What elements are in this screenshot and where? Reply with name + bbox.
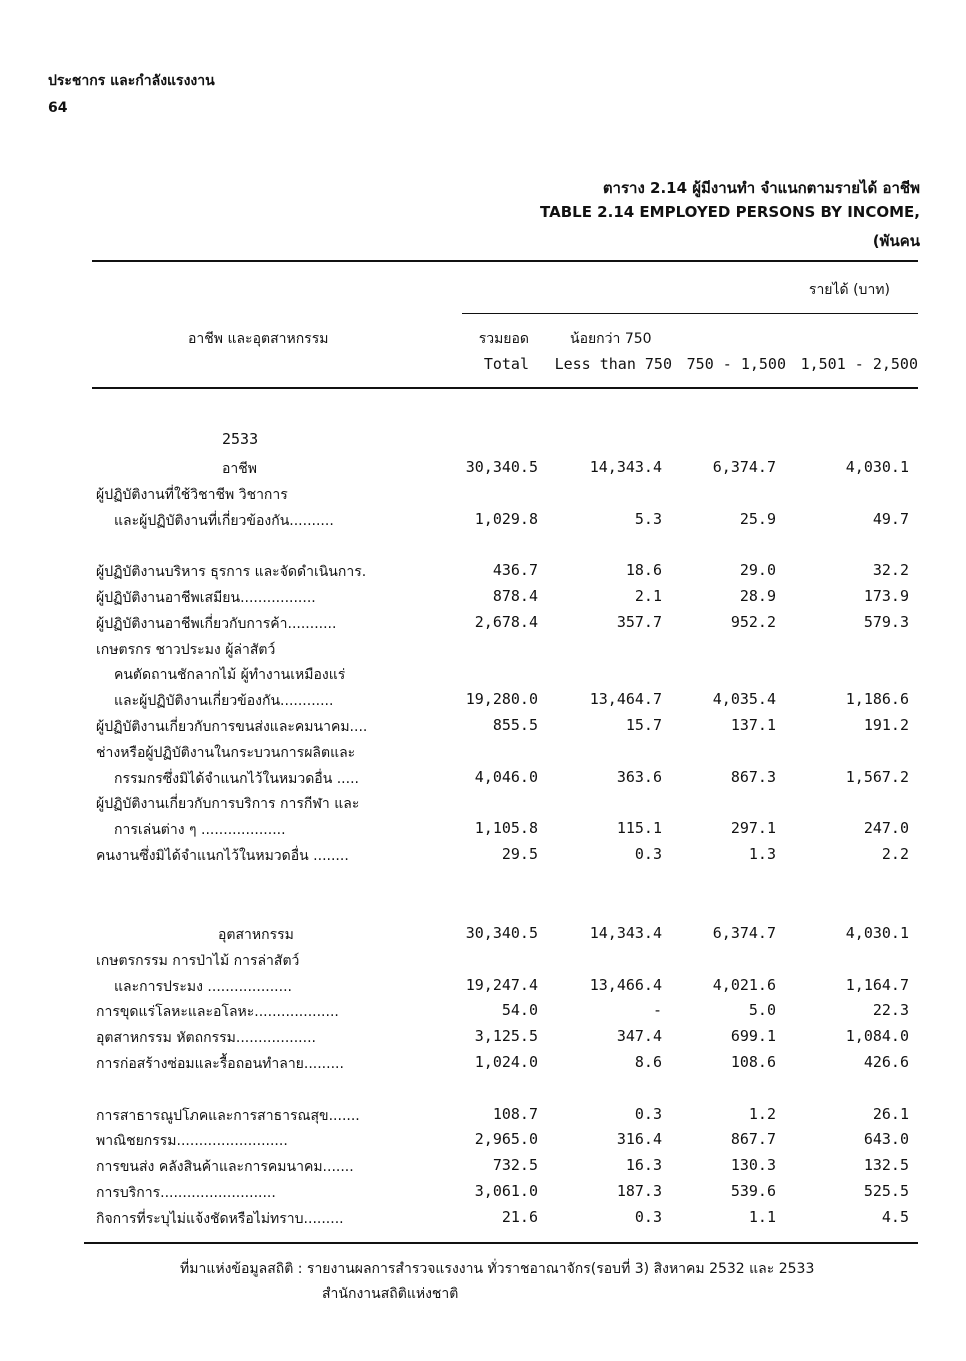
table-cell: 108.6 xyxy=(730,1053,776,1071)
col-total-english: Total xyxy=(483,355,529,373)
table-cell: 16.3 xyxy=(625,1156,662,1175)
table-cell: 18.6 xyxy=(625,561,662,580)
col-750-1500-english: 750 - 1,500 xyxy=(686,355,786,373)
table-cell: 19,280.0 xyxy=(465,690,538,709)
section-total-cell: 14,343.4 xyxy=(589,458,662,476)
table-title-thai: ตาราง 2.14 ผู้มีงานทำ จำแนกตามรายได้ อาชีพ xyxy=(602,179,920,197)
row-label: เกษตรกรรม การป่าไม้ การล่าสัตว์ xyxy=(96,952,300,969)
table-cell: 1,084.0 xyxy=(845,1027,909,1046)
table-cell: 132.5 xyxy=(863,1156,909,1175)
table-cell: 2,965.0 xyxy=(474,1130,538,1149)
table-cell: 13,464.7 xyxy=(589,690,662,709)
table-cell: 5.0 xyxy=(748,1001,776,1020)
table-cell: 0.3 xyxy=(634,1104,662,1123)
table-cell: 0.3 xyxy=(634,1207,662,1226)
row-label: และการประมง ................... xyxy=(114,978,292,995)
table-cell: 867.3 xyxy=(730,767,776,786)
section-total-cell: 6,374.7 xyxy=(712,458,776,476)
table-cell: 29.0 xyxy=(739,561,776,580)
table-cell: 1,164.7 xyxy=(845,975,909,994)
table-cell: 2,678.4 xyxy=(474,612,538,631)
row-label: ผู้ปฏิบัติงานที่ใช้วิชาชีพ วิชาการ xyxy=(96,486,288,503)
page-number: 64 xyxy=(48,100,68,116)
table-cell: 1,105.8 xyxy=(474,819,538,838)
table-cell: 643.0 xyxy=(863,1130,909,1149)
table-cell: 426.6 xyxy=(863,1053,909,1071)
table-cell: 29.5 xyxy=(501,845,538,863)
table-cell: 2.1 xyxy=(634,587,662,605)
table-cell: 173.9 xyxy=(863,587,909,605)
table-cell: 191.2 xyxy=(863,716,909,734)
table-cell: 25.9 xyxy=(739,509,776,528)
table-cell: 1,186.6 xyxy=(845,690,909,709)
section-total-cell: 4,030.1 xyxy=(845,924,909,942)
row-label: กิจการที่ระบุไม่แจ้งชัดหรือไม่ทราบ......... xyxy=(96,1210,344,1227)
table-cell: 54.0 xyxy=(501,1001,538,1020)
table-cell: 1.3 xyxy=(748,845,776,863)
row-label: การขนส่ง คลังสินค้าและการคมนาคม....... xyxy=(96,1159,354,1176)
table-cell: 579.3 xyxy=(863,612,909,631)
section-total-cell: 30,340.5 xyxy=(465,458,538,476)
table-cell: - xyxy=(652,1001,662,1020)
col-lt750-english: Less than 750 xyxy=(554,355,672,373)
row-label: ผู้ปฏิบัติงานเกี่ยวกับการบริการ การกีฬา และ xyxy=(96,796,360,813)
table-cell: 13,466.4 xyxy=(589,975,662,994)
table-cell: 8.6 xyxy=(634,1053,662,1071)
table-cell: 108.7 xyxy=(492,1104,538,1123)
table-cell: 137.1 xyxy=(730,716,776,734)
row-label: และผู้ปฏิบัติงานเกี่ยวข้องกัน............ xyxy=(114,693,334,710)
table-cell: 26.1 xyxy=(872,1104,909,1123)
table-cell: 115.1 xyxy=(616,819,662,838)
table-cell: 2.2 xyxy=(881,845,909,863)
table-cell: 4,021.6 xyxy=(712,975,776,994)
table-cell: 732.5 xyxy=(492,1156,538,1175)
row-label: เกษตรกร ชาวประมง ผู้ล่าสัตว์ xyxy=(96,641,276,658)
col-1501-2500-english: 1,501 - 2,500 xyxy=(800,355,918,373)
table-cell: 357.7 xyxy=(616,612,662,631)
table-cell: 32.2 xyxy=(872,561,909,580)
row-label: ผู้ปฏิบัติงานอาชีพเกี่ยวกับการค้า........... xyxy=(96,615,337,632)
row-label: ผู้ปฏิบัติงานอาชีพเสมียน................. xyxy=(96,590,316,606)
section-heading: อุตสาหกรรม xyxy=(218,927,294,943)
table-unit: (พันคน xyxy=(872,232,920,250)
row-label: อุตสาหกรรม หัตถกรรม.................. xyxy=(96,1030,316,1047)
section-total-cell: 6,374.7 xyxy=(712,924,776,942)
row-label: ช่างหรือผู้ปฏิบัติงานในกระบวนการผลิตและ xyxy=(96,744,356,761)
row-label: การก่อสร้างซ่อมและรื้อถอนทำลาย......... xyxy=(96,1056,344,1072)
table-cell: 0.3 xyxy=(634,845,662,863)
table-cell: 952.2 xyxy=(730,612,776,631)
table-cell: 1.2 xyxy=(748,1104,776,1123)
table-cell: 1,024.0 xyxy=(474,1053,538,1071)
row-label: กรรมกรซึ่งมิได้จำแนกไว้ในหมวดอื่น ..... xyxy=(114,770,359,787)
table-cell: 4.5 xyxy=(881,1207,909,1226)
section-title: ประชากร และกำลังแรงงาน xyxy=(48,73,215,89)
table-cell: 878.4 xyxy=(492,587,538,605)
table-cell: 21.6 xyxy=(501,1207,538,1226)
row-label: ผู้ปฏิบัติงานบริหาร ธุรการ และจัดดำเนินการ. xyxy=(96,564,367,581)
table-cell: 4,035.4 xyxy=(712,690,776,709)
year-label: 2533 xyxy=(222,430,259,448)
table-cell: 187.3 xyxy=(616,1182,662,1200)
table-cell: 867.7 xyxy=(730,1130,776,1149)
income-rule xyxy=(462,313,918,314)
col-total-thai: รวมยอด xyxy=(478,331,529,347)
header-bottom-rule xyxy=(92,387,918,389)
table-cell: 1,029.8 xyxy=(474,509,538,528)
table-cell: 1,567.2 xyxy=(845,767,909,786)
table-cell: 28.9 xyxy=(739,587,776,605)
table-cell: 1.1 xyxy=(748,1207,776,1226)
row-label: การเล่นต่าง ๆ ................... xyxy=(114,822,286,839)
source-note: ที่มาแห่งข้อมูลสถิติ : รายงานผลการสำรวจแรงงาน ทั่วราชอาณาจักร(รอบที่ 3) สิงหาคม 2532 และ 2533 xyxy=(180,1261,815,1277)
row-label: ผู้ปฏิบัติงานเกี่ยวกับการขนส่งและคมนาคม.... xyxy=(96,719,368,735)
table-cell: 19,247.4 xyxy=(465,975,538,994)
col-lt750-thai: น้อยกว่า 750 xyxy=(570,331,652,347)
table-cell: 539.6 xyxy=(730,1182,776,1200)
section-total-cell: 30,340.5 xyxy=(465,924,538,942)
source-agency: สำนักงานสถิติแห่งชาติ xyxy=(322,1286,459,1302)
row-label: การสาธารณูปโภคและการสาธารณสุข....... xyxy=(96,1107,360,1124)
table-cell: 363.6 xyxy=(616,767,662,786)
table-cell: 247.0 xyxy=(863,819,909,838)
table-cell: 436.7 xyxy=(492,561,538,580)
table-cell: 22.3 xyxy=(872,1001,909,1020)
row-label: คนงานซึ่งมิได้จำแนกไว้ในหมวดอื่น ........ xyxy=(96,848,349,864)
row-label: และผู้ปฏิบัติงานที่เกี่ยวข้องกัน.......... xyxy=(114,512,334,529)
table-cell: 525.5 xyxy=(863,1182,909,1200)
row-label: พาณิชยกรรม......................... xyxy=(96,1133,288,1150)
table-cell: 3,061.0 xyxy=(474,1182,538,1200)
table-cell: 855.5 xyxy=(492,716,538,734)
top-rule xyxy=(92,260,918,262)
row-label: การขุดแร่โลหะและอโลหะ................... xyxy=(96,1004,339,1021)
table-title-english: TABLE 2.14 EMPLOYED PERSONS BY INCOME, xyxy=(540,203,920,221)
income-group-header: รายได้ (บาท) xyxy=(808,282,890,298)
table-cell: 297.1 xyxy=(730,819,776,838)
section-total-cell: 14,343.4 xyxy=(589,924,662,942)
row-label: คนตัดถานชักลากไม้ ผู้ทำงานเหมืองแร่ xyxy=(114,667,346,684)
table-cell: 347.4 xyxy=(616,1027,662,1046)
bottom-rule xyxy=(84,1242,918,1244)
row-label: การบริการ.......................... xyxy=(96,1185,276,1201)
section-total-cell: 4,030.1 xyxy=(845,458,909,476)
table-cell: 4,046.0 xyxy=(474,767,538,786)
table-cell: 15.7 xyxy=(625,716,662,734)
table-cell: 699.1 xyxy=(730,1027,776,1046)
table-cell: 130.3 xyxy=(730,1156,776,1175)
table-cell: 316.4 xyxy=(616,1130,662,1149)
table-cell: 3,125.5 xyxy=(474,1027,538,1046)
table-cell: 5.3 xyxy=(634,509,662,528)
section-heading: อาชีพ xyxy=(222,461,257,477)
table-cell: 49.7 xyxy=(872,509,909,528)
row-header: อาชีพ และอุตสาหกรรม xyxy=(188,331,329,347)
